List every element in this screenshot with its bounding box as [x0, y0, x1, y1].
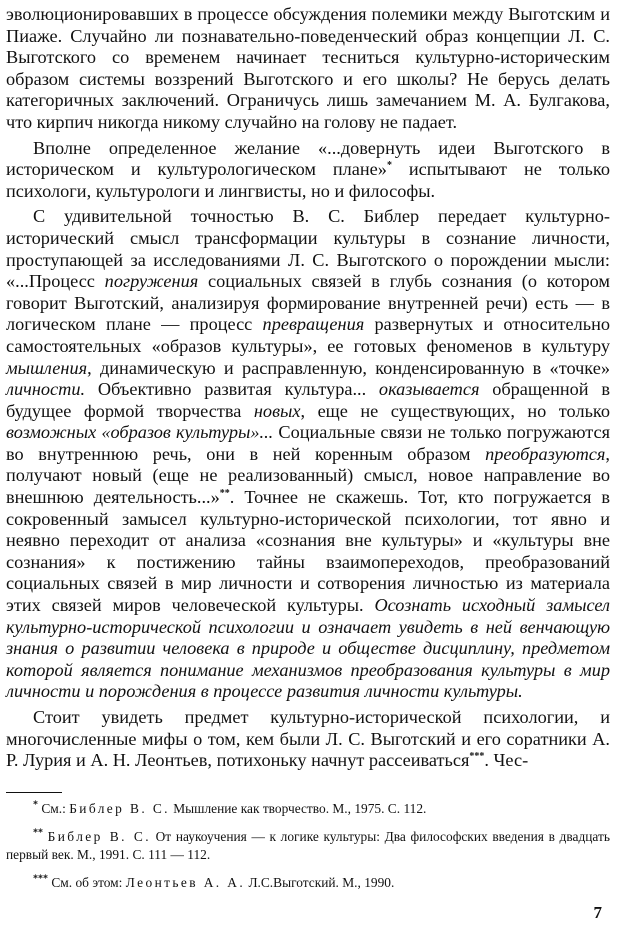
paragraph-3-text-b: социальных связей в глубь сознания (о котором говорит Выготский, анализируя формирование внутренней речи) есть — в логическом плане — процесс	[6, 271, 610, 335]
paragraph-3-text-j: , получают новый (еще не реализованный) смысл, новое направление во внешнюю деятельность...»	[6, 443, 610, 508]
paragraph-3-italic-4: личности.	[6, 379, 86, 400]
footnote-2-mark: **	[33, 827, 43, 839]
paragraph-4	[6, 707, 610, 772]
page-body	[6, 4, 610, 772]
footnote-1-mark: *	[33, 799, 38, 811]
paragraph-1	[6, 4, 610, 134]
paragraph-3-italic-7: возможных «образов культуры»...	[6, 422, 274, 443]
paragraph-4-text-b: . Чес-	[484, 750, 529, 771]
paragraph-3-text-h: Социальные связи не только погружаются во внутреннюю речь, они в ней коренным образом	[6, 422, 610, 464]
footnote-3-mark: ***	[33, 873, 48, 885]
paragraph-3-text-a: С удивительной точностью В. С. Библер передает культурно-исторический смысл трансформации культуры в сознание личности, проступающей за исследованиями Л. С. Выготского о порождении мысли: «...Процесс	[6, 206, 610, 292]
footnote-3	[6, 874, 610, 892]
footnote-divider	[6, 792, 62, 793]
paragraph-3-text-d: , динамическую и расправленную, конденсированную в «точке»	[87, 357, 610, 378]
paragraph-3-italic-5: оказывается	[378, 379, 480, 400]
paragraph-3-italic-9: Осознать исходный замысел культурно-исторической психологии и означает увидеть в ней венчающую знания о развитии человека в природе и обществе дисциплину, предметом которой является понимание механизмов преобразования культуры в мир личности и порождения в процессе развития личности культуры.	[6, 595, 610, 702]
paragraph-3-italic-3: мышления	[6, 357, 88, 378]
paragraph-3-text-f: обращенной в будущее формой творчества	[6, 379, 610, 421]
paragraph-4-text-a: Стоит увидеть предмет культурно-исторической психологии, и многочисленные мифы о том, кем были Л. С. Выготский и его соратники А. Р. Лурия и А. Н. Леонтьев, потихоньку начнут рассеиваться	[6, 707, 610, 771]
paragraph-3-italic-6: новых	[253, 400, 301, 421]
footnote-mark-3: ***	[469, 751, 485, 763]
paragraph-3-italic-1: погружения	[104, 271, 199, 292]
paragraph-3-text-c: развернутых и относительно самостоятельных «образов культуры», ее готовых феноменов в культуру	[6, 314, 610, 356]
paragraph-3-text-k: . Точнее не скажешь. Тот, кто погружается в сокровенный замысел культурно-исторической психологии, тот явно и неявно переходит от анализа «сознания вне культуры» и «культуры вне сознания» к постижению тайны взаимопереходов, преобразований социальных связей в мир личности и сотворения личностью из материала этих связей миров человеческой культуры.	[6, 487, 610, 616]
footnotes	[6, 800, 610, 902]
footnote-3-text: Л.С.Выготский. М., 1990.	[245, 875, 395, 890]
paragraph-3-text-g: , еще не существующих, но только	[300, 400, 610, 421]
page-number: 7	[593, 903, 602, 922]
footnote-mark-2: **	[219, 487, 230, 499]
footnote-mark-1: *	[386, 160, 392, 172]
footnote-1-text: Мышление как творчество. М., 1975. С. 112.	[169, 801, 427, 816]
paragraph-3-italic-2: превращения	[262, 314, 365, 335]
footnote-3-author: Леонтьев А. А.	[125, 875, 246, 890]
paragraph-2-text-b: испытывают не только психологи, культурологи и лингвисты, но и философы.	[6, 159, 610, 201]
footnote-3-prefix: См. об этом:	[51, 875, 126, 890]
paragraph-2-text-a: Вполне определенное желание «...довернуть идеи Выготского в историческом и культурологическом плане»	[6, 137, 610, 180]
footnote-2-text: От наукоучения — к логике культуры: Два философских введения в двадцать первый век. М., 1991. С. 111 — 112.	[6, 829, 610, 862]
paragraph-1-text: эволюционировавших в процессе обсуждения полемики между Выготским и Пиаже. Случайно ли познавательно-поведенческий образ концепции Л. С. Выготского со временем начинает тесниться культурно-историческим образом системы воззрений Выготского и его школы? Не берусь делать категоричных заключений. Ограничусь лишь замечанием М. А. Булгакова, что кирпич никогда никому случайно на голову не падает.	[6, 4, 610, 132]
paragraph-3-text-e: Объективно развитая культура...	[85, 379, 379, 400]
footnote-1-author: Библер В. С.	[69, 801, 170, 816]
footnote-2	[6, 828, 610, 864]
paragraph-3	[6, 206, 610, 703]
footnote-2-author: Библер В. С.	[47, 829, 151, 844]
footnote-1	[6, 800, 610, 818]
paragraph-3-italic-8: преобразуются	[485, 443, 606, 464]
footnote-1-prefix: См.:	[41, 801, 70, 816]
paragraph-2	[6, 138, 610, 203]
